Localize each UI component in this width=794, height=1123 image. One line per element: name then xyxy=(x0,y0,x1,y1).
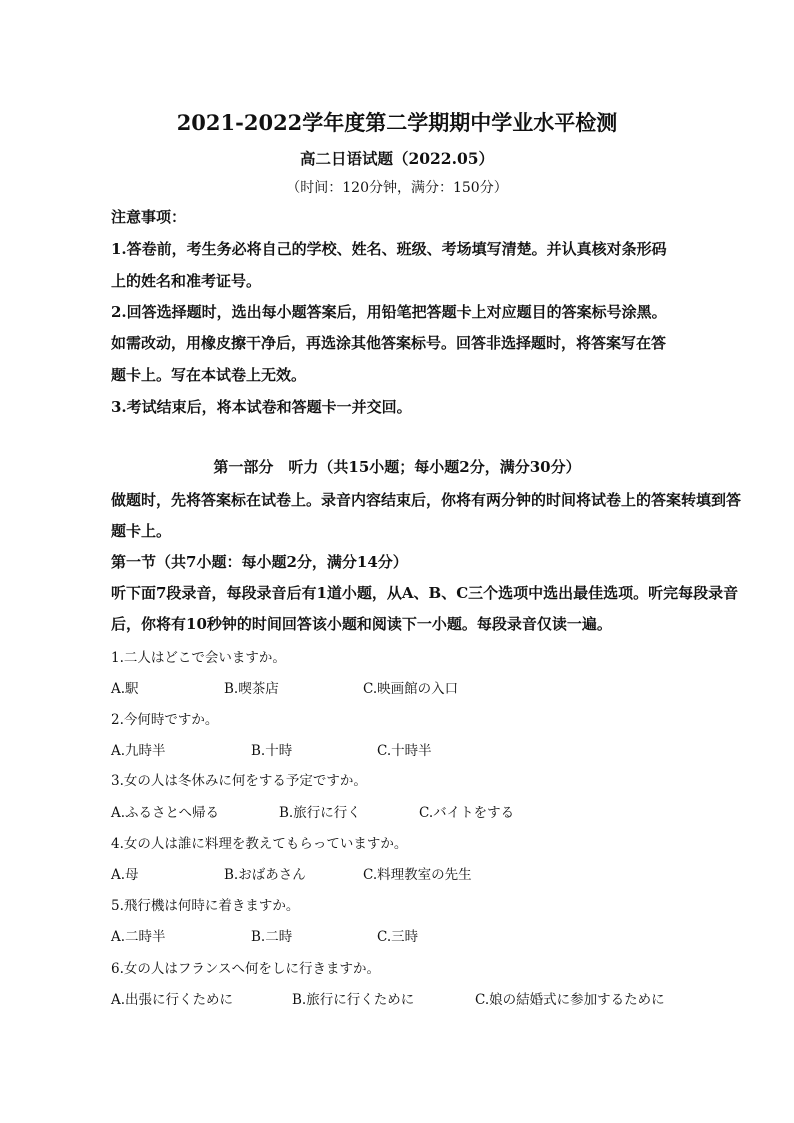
part1-instruction: 做题时，先将答案标在试卷上。录音内容结束后，你将有两分钟的时间将试卷上的答案转填到答 xyxy=(111,491,742,509)
question-5: 5.飛行機は何時に着きますか。 xyxy=(111,898,300,914)
note-line: 2.回答选择题时，选出每小题答案后，用铅笔把答题卡上对应题目的答案标号涂黑。 xyxy=(111,303,667,321)
question-4: 4.女の人は誰に料理を教えてもらっていますか。 xyxy=(111,836,408,852)
note-line: 3.考试结束后，将本试卷和答题卡一并交回。 xyxy=(111,398,412,416)
note-line: 1.答卷前，考生务必将自己的学校、姓名、班级、考场填写清楚。并认真核对条形码 xyxy=(111,240,667,258)
option-a: A.二時半 xyxy=(111,929,166,945)
option-c: C.三時 xyxy=(377,929,419,945)
time-note: （时间：120分钟，满分：150分） xyxy=(286,180,508,196)
option-c: C.十時半 xyxy=(377,743,432,759)
option-b: B.二時 xyxy=(251,929,293,945)
option-c: C.娘の結婚式に参加するために xyxy=(475,992,665,1008)
option-b: B.おばあさん xyxy=(224,867,306,883)
option-a: A.駅 xyxy=(111,681,139,697)
exam-title: 2021-2022学年度第二学期期中学业水平检测 xyxy=(176,110,618,135)
option-a: A.ふるさとへ帰る xyxy=(111,805,220,821)
question-6: 6.女の人はフランスへ何をしに行きますか。 xyxy=(111,961,380,977)
section1-title: 第一节（共7小题：每小题2分，满分14分） xyxy=(111,553,408,571)
note-line: 如需改动，用橡皮擦干净后，再选涂其他答案标号。回答非选择题时，将答案写在答 xyxy=(111,334,667,352)
option-a: A.出張に行くために xyxy=(111,992,234,1008)
note-line: 题卡上。写在本试卷上无效。 xyxy=(111,366,307,384)
option-c: C.料理教室の先生 xyxy=(363,867,472,883)
part1-title: 第一部分 听力（共15小题；每小题2分，满分30分） xyxy=(213,458,581,476)
option-a: A.母 xyxy=(111,867,139,883)
exam-subtitle: 高二日语试题（2022.05） xyxy=(299,149,495,168)
option-c: C.バイトをする xyxy=(419,805,515,821)
note-line: 上的姓名和准考证号。 xyxy=(111,272,262,290)
option-b: B.十時 xyxy=(251,743,293,759)
option-c: C.映画館の入口 xyxy=(363,681,459,697)
option-a: A.九時半 xyxy=(111,743,166,759)
notes-heading: 注意事项： xyxy=(111,208,187,226)
question-2: 2.今何時ですか。 xyxy=(111,712,219,728)
option-b: B.旅行に行くために xyxy=(292,992,415,1008)
option-b: B.旅行に行く xyxy=(279,805,361,821)
section1-instruction: 听下面7段录音，每段录音后有1道小题，从A、B、C三个选项中选出最佳选项。听完每段录音 xyxy=(111,584,739,602)
question-1: 1.二人はどこで会いますか。 xyxy=(111,650,286,666)
question-3: 3.女の人は冬休みに何をする予定ですか。 xyxy=(111,773,367,789)
option-b: B.喫茶店 xyxy=(224,681,279,697)
section1-instruction: 后，你将有10秒钟的时间回答该小题和阅读下一小题。每段录音仅读一遍。 xyxy=(111,615,612,633)
part1-instruction: 题卡上。 xyxy=(111,522,172,540)
